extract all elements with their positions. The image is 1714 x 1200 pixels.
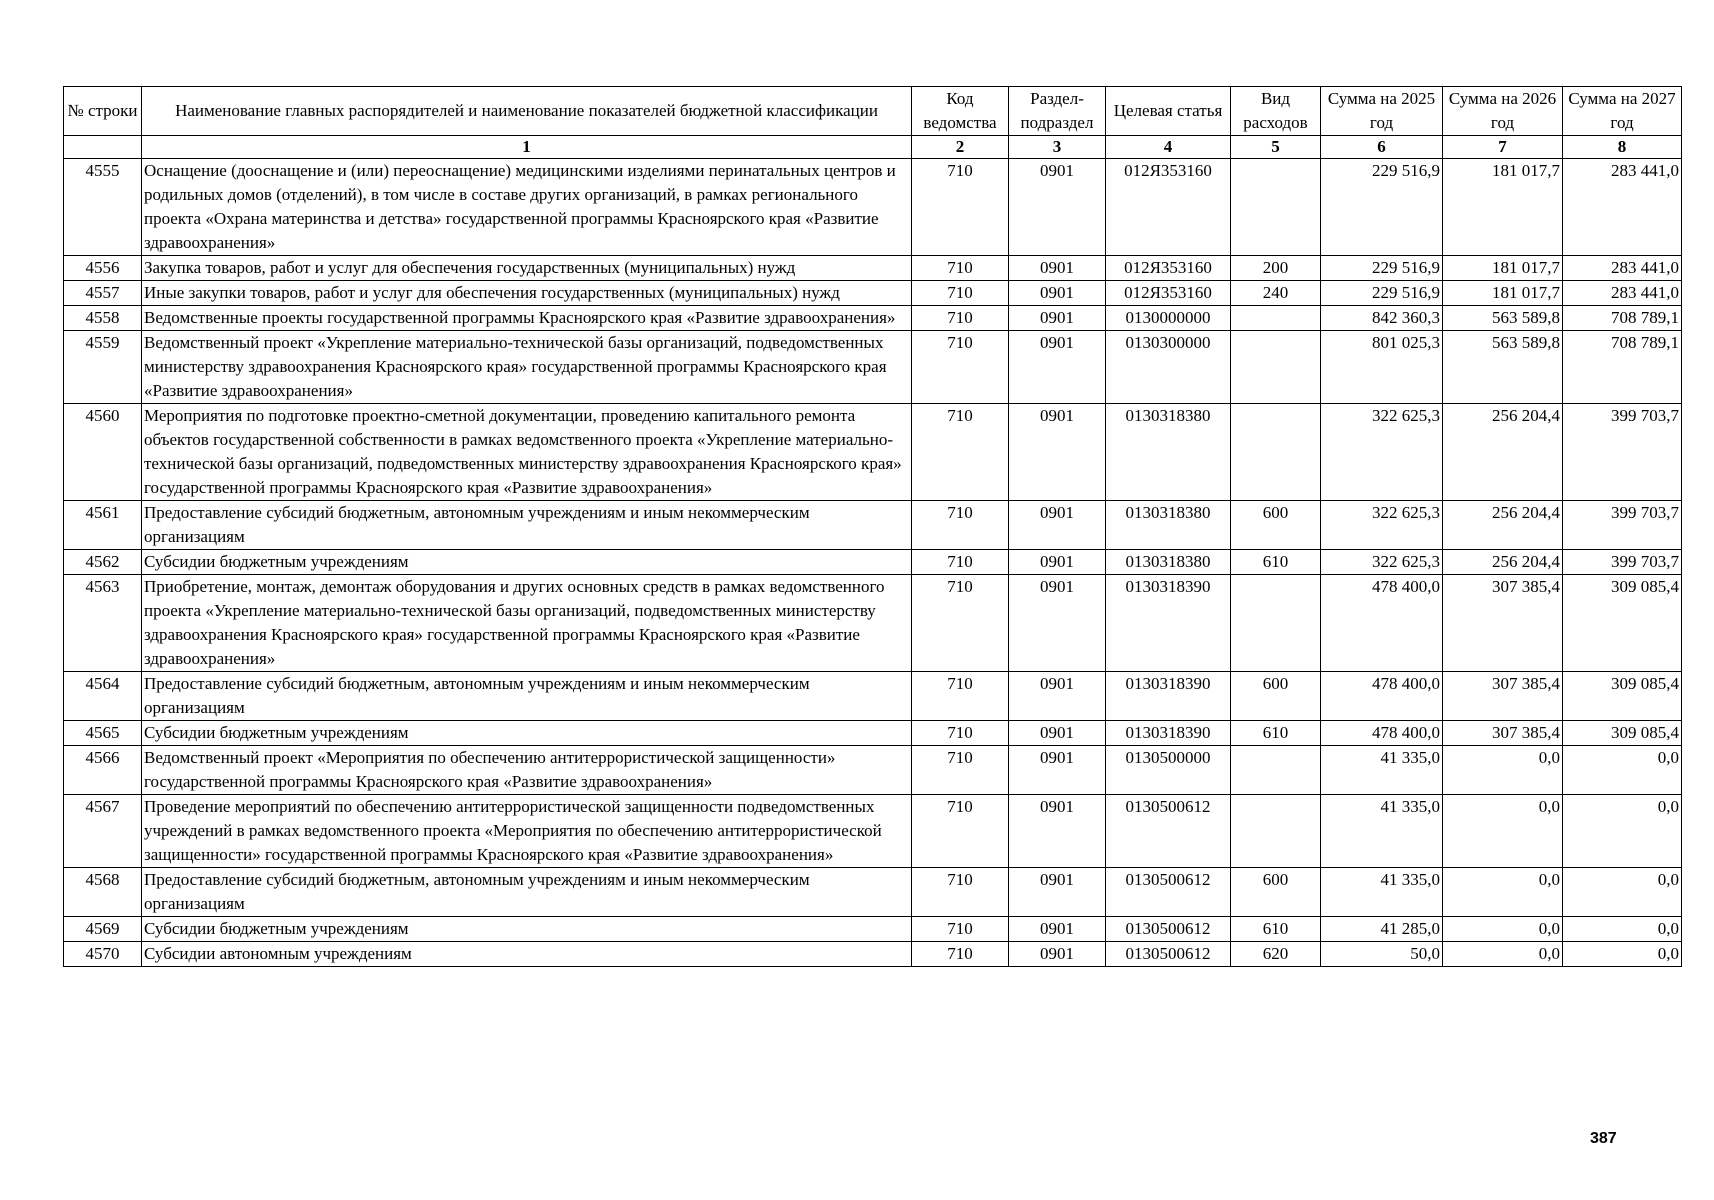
- row-dept-code: 710: [912, 256, 1009, 281]
- column-number: 6: [1321, 136, 1443, 159]
- row-sum-2027: 0,0: [1563, 942, 1682, 967]
- row-name: Субсидии бюджетным учреждениям: [142, 917, 912, 942]
- row-sum-2026: 181 017,7: [1443, 281, 1563, 306]
- row-sum-2026: 0,0: [1443, 868, 1563, 917]
- column-number-row: [64, 136, 1682, 159]
- row-sum-2026: 256 204,4: [1443, 501, 1563, 550]
- row-name: Субсидии бюджетным учреждениям: [142, 721, 912, 746]
- row-name: Предоставление субсидий бюджетным, автономным учреждениям и иным некоммерческим организациям: [142, 672, 912, 721]
- row-sum-2026: 181 017,7: [1443, 256, 1563, 281]
- budget-table: [63, 86, 1682, 967]
- column-number: 3: [1009, 136, 1106, 159]
- row-dept-code: 710: [912, 159, 1009, 256]
- row-dept-code: 710: [912, 868, 1009, 917]
- row-sum-2026: 563 589,8: [1443, 331, 1563, 404]
- table-row: [64, 746, 1682, 795]
- row-sum-2025: 322 625,3: [1321, 501, 1443, 550]
- row-name: Субсидии бюджетным учреждениям: [142, 550, 912, 575]
- row-sum-2026: 307 385,4: [1443, 721, 1563, 746]
- row-sum-2025: 229 516,9: [1321, 281, 1443, 306]
- row-number: 4565: [64, 721, 142, 746]
- row-dept-code: 710: [912, 550, 1009, 575]
- row-expense-kind: 610: [1231, 721, 1321, 746]
- row-number: 4570: [64, 942, 142, 967]
- row-expense-kind: [1231, 306, 1321, 331]
- table-row: [64, 281, 1682, 306]
- table-row: [64, 550, 1682, 575]
- column-number: 8: [1563, 136, 1682, 159]
- row-name: Ведомственный проект «Укрепление материально-технической базы организаций, подведомственных министерству здравоохранения Красноярского края» государственной программы Красноярского края «Развитие здравоохранения»: [142, 331, 912, 404]
- row-expense-kind: [1231, 746, 1321, 795]
- row-number: 4569: [64, 917, 142, 942]
- header-target-item: Целевая статья: [1106, 87, 1231, 136]
- row-section: 0901: [1009, 281, 1106, 306]
- header-section: Раздел-подраздел: [1009, 87, 1106, 136]
- row-dept-code: 710: [912, 917, 1009, 942]
- row-expense-kind: [1231, 575, 1321, 672]
- row-name: Предоставление субсидий бюджетным, автономным учреждениям и иным некоммерческим организациям: [142, 868, 912, 917]
- column-number: 2: [912, 136, 1009, 159]
- row-dept-code: 710: [912, 795, 1009, 868]
- row-sum-2026: 0,0: [1443, 746, 1563, 795]
- row-dept-code: 710: [912, 746, 1009, 795]
- row-number: 4567: [64, 795, 142, 868]
- row-section: 0901: [1009, 672, 1106, 721]
- row-expense-kind: 600: [1231, 868, 1321, 917]
- row-dept-code: 710: [912, 501, 1009, 550]
- row-target-item: 012Я353160: [1106, 256, 1231, 281]
- row-name: Ведомственный проект «Мероприятия по обеспечению антитеррористической защищенности» государственной программы Красноярского края «Развитие здравоохранения»: [142, 746, 912, 795]
- row-target-item: 012Я353160: [1106, 281, 1231, 306]
- row-number: 4559: [64, 331, 142, 404]
- row-sum-2026: 181 017,7: [1443, 159, 1563, 256]
- row-sum-2025: 41 335,0: [1321, 868, 1443, 917]
- row-sum-2027: 708 789,1: [1563, 306, 1682, 331]
- column-number: 4: [1106, 136, 1231, 159]
- row-sum-2027: 0,0: [1563, 868, 1682, 917]
- row-sum-2025: 842 360,3: [1321, 306, 1443, 331]
- row-dept-code: 710: [912, 281, 1009, 306]
- row-dept-code: 710: [912, 306, 1009, 331]
- row-name: Мероприятия по подготовке проектно-сметной документации, проведению капитального ремонта объектов государственной собственности в рамках ведомственного проекта «Укрепление материально-технической базы организаций, подведомственных министерству здравоохранения Красноярского края» государственной программы Красноярского края «Развитие здравоохранения»: [142, 404, 912, 501]
- row-name: Оснащение (дооснащение и (или) переоснащение) медицинскими изделиями перинатальных центров и родильных домов (отделений), в том числе в составе других организаций, в рамках регионального проекта «Охрана материнства и детства» государственной программы Красноярского края «Развитие здравоохранения»: [142, 159, 912, 256]
- row-sum-2025: 41 335,0: [1321, 746, 1443, 795]
- row-sum-2026: 563 589,8: [1443, 306, 1563, 331]
- table-row: [64, 331, 1682, 404]
- row-section: 0901: [1009, 721, 1106, 746]
- row-target-item: 0130500612: [1106, 917, 1231, 942]
- row-sum-2027: 283 441,0: [1563, 159, 1682, 256]
- row-number: 4557: [64, 281, 142, 306]
- row-expense-kind: 620: [1231, 942, 1321, 967]
- column-number: 1: [142, 136, 912, 159]
- row-sum-2027: 309 085,4: [1563, 575, 1682, 672]
- row-section: 0901: [1009, 159, 1106, 256]
- row-sum-2027: 0,0: [1563, 917, 1682, 942]
- row-name: Закупка товаров, работ и услуг для обеспечения государственных (муниципальных) нужд: [142, 256, 912, 281]
- row-sum-2025: 322 625,3: [1321, 550, 1443, 575]
- row-expense-kind: 600: [1231, 501, 1321, 550]
- row-section: 0901: [1009, 404, 1106, 501]
- row-target-item: 0130500000: [1106, 746, 1231, 795]
- row-target-item: 0130318390: [1106, 575, 1231, 672]
- column-number: [64, 136, 142, 159]
- row-name: Предоставление субсидий бюджетным, автономным учреждениям и иным некоммерческим организациям: [142, 501, 912, 550]
- row-number: 4560: [64, 404, 142, 501]
- row-sum-2027: 399 703,7: [1563, 404, 1682, 501]
- row-expense-kind: [1231, 404, 1321, 501]
- row-section: 0901: [1009, 917, 1106, 942]
- row-expense-kind: [1231, 331, 1321, 404]
- row-name: Иные закупки товаров, работ и услуг для обеспечения государственных (муниципальных) нужд: [142, 281, 912, 306]
- row-sum-2027: 283 441,0: [1563, 281, 1682, 306]
- row-sum-2026: 0,0: [1443, 917, 1563, 942]
- table-row: [64, 159, 1682, 256]
- row-sum-2027: 309 085,4: [1563, 721, 1682, 746]
- row-sum-2026: 256 204,4: [1443, 550, 1563, 575]
- row-section: 0901: [1009, 868, 1106, 917]
- row-sum-2025: 322 625,3: [1321, 404, 1443, 501]
- row-target-item: 0130500612: [1106, 868, 1231, 917]
- row-section: 0901: [1009, 256, 1106, 281]
- row-number: 4558: [64, 306, 142, 331]
- header-sum-2026: Сумма на 2026 год: [1443, 87, 1563, 136]
- row-section: 0901: [1009, 746, 1106, 795]
- row-sum-2025: 478 400,0: [1321, 672, 1443, 721]
- row-sum-2026: 0,0: [1443, 795, 1563, 868]
- row-dept-code: 710: [912, 721, 1009, 746]
- row-expense-kind: 200: [1231, 256, 1321, 281]
- table-row: [64, 404, 1682, 501]
- row-target-item: 0130318390: [1106, 721, 1231, 746]
- row-section: 0901: [1009, 306, 1106, 331]
- row-target-item: 0130318380: [1106, 501, 1231, 550]
- table-row: [64, 256, 1682, 281]
- row-sum-2027: 0,0: [1563, 795, 1682, 868]
- table-row: [64, 942, 1682, 967]
- row-name: Ведомственные проекты государственной программы Красноярского края «Развитие здравоохранения»: [142, 306, 912, 331]
- row-dept-code: 710: [912, 575, 1009, 672]
- table-row: [64, 868, 1682, 917]
- row-dept-code: 710: [912, 331, 1009, 404]
- row-target-item: 0130318380: [1106, 404, 1231, 501]
- row-sum-2025: 801 025,3: [1321, 331, 1443, 404]
- row-sum-2025: 229 516,9: [1321, 256, 1443, 281]
- row-name: Субсидии автономным учреждениям: [142, 942, 912, 967]
- row-dept-code: 710: [912, 404, 1009, 501]
- row-section: 0901: [1009, 550, 1106, 575]
- row-target-item: 0130500612: [1106, 942, 1231, 967]
- header-row: [64, 87, 1682, 136]
- row-sum-2025: 478 400,0: [1321, 575, 1443, 672]
- row-section: 0901: [1009, 575, 1106, 672]
- header-sum-2025: Сумма на 2025 год: [1321, 87, 1443, 136]
- row-expense-kind: [1231, 159, 1321, 256]
- table-row: [64, 501, 1682, 550]
- header-sum-2027: Сумма на 2027 год: [1563, 87, 1682, 136]
- row-sum-2025: 229 516,9: [1321, 159, 1443, 256]
- row-sum-2026: 0,0: [1443, 942, 1563, 967]
- header-dept-code: Код ведомства: [912, 87, 1009, 136]
- row-target-item: 0130318390: [1106, 672, 1231, 721]
- row-number: 4566: [64, 746, 142, 795]
- row-number: 4561: [64, 501, 142, 550]
- row-expense-kind: [1231, 795, 1321, 868]
- row-target-item: 012Я353160: [1106, 159, 1231, 256]
- row-number: 4564: [64, 672, 142, 721]
- header-expense-kind: Вид расходов: [1231, 87, 1321, 136]
- row-number: 4556: [64, 256, 142, 281]
- table-row: [64, 672, 1682, 721]
- table-body: [64, 159, 1682, 967]
- table-row: [64, 917, 1682, 942]
- row-target-item: 0130318380: [1106, 550, 1231, 575]
- column-number: 5: [1231, 136, 1321, 159]
- row-sum-2025: 41 285,0: [1321, 917, 1443, 942]
- row-sum-2025: 41 335,0: [1321, 795, 1443, 868]
- row-sum-2027: 283 441,0: [1563, 256, 1682, 281]
- page-number: 387: [1590, 1130, 1617, 1147]
- header-row-number: № строки: [64, 87, 142, 136]
- row-name: Приобретение, монтаж, демонтаж оборудования и других основных средств в рамках ведомственного проекта «Укрепление материально-технической базы организаций, подведомственных министерству здравоохранения Красноярского края» государственной программы Красноярского края «Развитие здравоохранения»: [142, 575, 912, 672]
- row-sum-2027: 309 085,4: [1563, 672, 1682, 721]
- row-expense-kind: 610: [1231, 917, 1321, 942]
- row-expense-kind: 600: [1231, 672, 1321, 721]
- table-row: [64, 306, 1682, 331]
- row-sum-2025: 478 400,0: [1321, 721, 1443, 746]
- row-sum-2026: 307 385,4: [1443, 672, 1563, 721]
- row-expense-kind: 240: [1231, 281, 1321, 306]
- row-sum-2027: 0,0: [1563, 746, 1682, 795]
- table-row: [64, 575, 1682, 672]
- table-row: [64, 795, 1682, 868]
- column-number: 7: [1443, 136, 1563, 159]
- row-sum-2025: 50,0: [1321, 942, 1443, 967]
- row-sum-2026: 307 385,4: [1443, 575, 1563, 672]
- row-target-item: 0130500612: [1106, 795, 1231, 868]
- row-sum-2027: 399 703,7: [1563, 501, 1682, 550]
- row-number: 4555: [64, 159, 142, 256]
- row-dept-code: 710: [912, 672, 1009, 721]
- row-dept-code: 710: [912, 942, 1009, 967]
- row-section: 0901: [1009, 501, 1106, 550]
- row-number: 4563: [64, 575, 142, 672]
- row-sum-2027: 399 703,7: [1563, 550, 1682, 575]
- row-name: Проведение мероприятий по обеспечению антитеррористической защищенности подведомственных учреждений в рамках ведомственного проекта «Мероприятия по обеспечению антитеррористической защищенности» государственной программы Красноярского края «Развитие здравоохранения»: [142, 795, 912, 868]
- row-target-item: 0130000000: [1106, 306, 1231, 331]
- row-sum-2027: 708 789,1: [1563, 331, 1682, 404]
- row-expense-kind: 610: [1231, 550, 1321, 575]
- row-section: 0901: [1009, 942, 1106, 967]
- row-number: 4562: [64, 550, 142, 575]
- table-row: [64, 721, 1682, 746]
- row-target-item: 0130300000: [1106, 331, 1231, 404]
- header-name: Наименование главных распорядителей и наименование показателей бюджетной классификации: [142, 87, 912, 136]
- row-section: 0901: [1009, 331, 1106, 404]
- row-number: 4568: [64, 868, 142, 917]
- row-sum-2026: 256 204,4: [1443, 404, 1563, 501]
- row-section: 0901: [1009, 795, 1106, 868]
